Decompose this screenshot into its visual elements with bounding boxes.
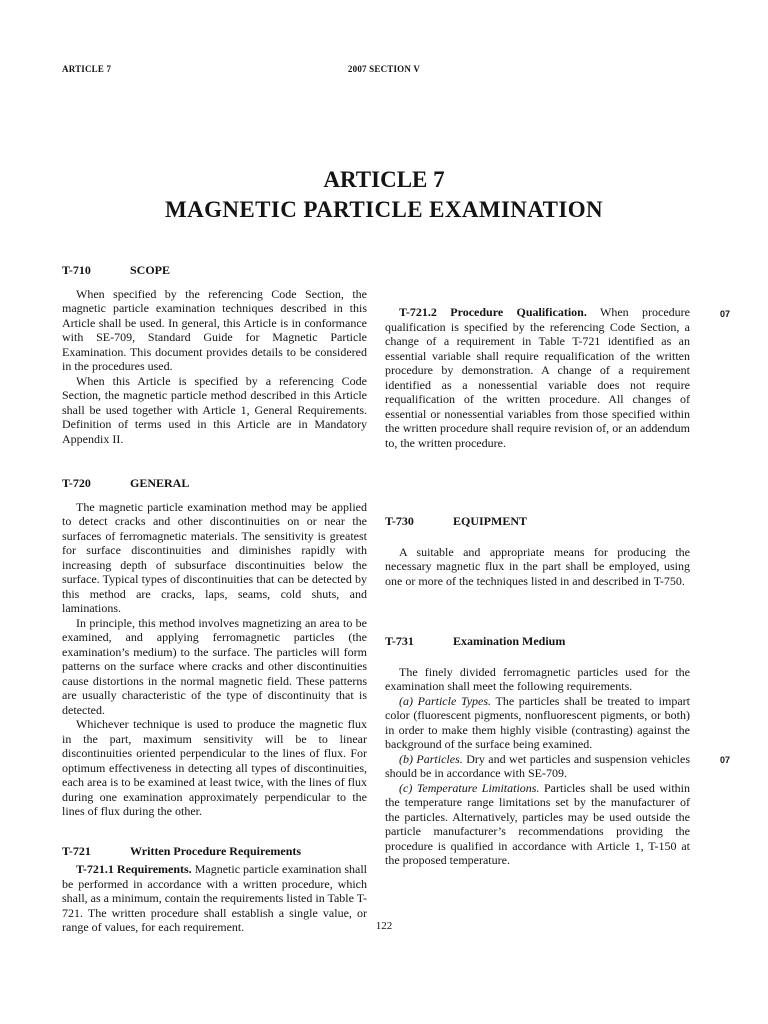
item-text: Particles shall be used within the temperature range limitations set by the manufacturer of the particles. Alternatively, particles may be used outside the particle manufacturer’s recommendations providing the procedure is qualified in accordance with Article 1, T-150 at the proposed temperature. xyxy=(385,780,690,867)
subsection-t721-2 xyxy=(385,305,730,450)
revision-marker: 07 xyxy=(719,309,730,319)
paragraph: When this Article is specified by a referencing Code Section, the magnetic particle method described in this Article shall be used together with Article 1, General Requirements. Definition of terms used in this Article are in Mandatory Appendix II. xyxy=(62,373,367,446)
section-number: T-720 xyxy=(62,476,91,490)
right-column-body xyxy=(385,305,730,868)
item-text: The particles shall be treated to impart color (fluorescent pigments, nonfluorescent pigments, or both) in order to make them highly visible (contrasting) against the background of the surface being examined. xyxy=(385,693,690,751)
section-number: T-710 xyxy=(62,263,91,277)
section-title: GENERAL xyxy=(130,476,190,490)
section-number: T-721 xyxy=(62,843,91,858)
paragraph: In principle, this method involves magnetizing an area to be examined, and applying ferromagnetic particles (the examination’s medium) to the surface. The particles will form patterns on the surface where cracks and other discontinuities cause distortions in the normal magnetic field. These patterns are usually characteristic of the type of discontinuity that is detected. xyxy=(62,615,367,717)
item-a xyxy=(385,694,690,752)
section-heading-t720 xyxy=(62,476,367,491)
revision-marker: 07 xyxy=(719,754,730,765)
section-title: SCOPE xyxy=(130,263,171,277)
section-title: EQUIPMENT xyxy=(453,514,528,528)
left-column xyxy=(62,260,367,935)
paragraph: Whichever technique is used to produce the magnetic flux in the part, maximum sensitivity will be to linear discontinuities oriented perpendicular to the lines of flux. For optimum effectiveness in detecting all types of discontinuities, each area is to be examined at least twice, with the lines of flux during one examination approximately perpendicular to the lines of flux during the other. xyxy=(62,717,367,818)
item-b xyxy=(385,751,730,781)
running-head xyxy=(0,64,768,78)
section-title: Written Procedure Requirements xyxy=(130,843,302,858)
section-heading-t710 xyxy=(62,263,367,278)
subsection-text: Magnetic particle examination shall be performed in accordance with a written procedure, which shall, as a minimum, contain the requirements listed in Table T-721. The written procedure shall establish a single value, or range of values, for each requirement. xyxy=(62,862,368,934)
item-label: (b) Particles. xyxy=(399,751,463,766)
running-head-article: ARTICLE 7 xyxy=(62,64,112,74)
article-number: ARTICLE 7 xyxy=(323,167,445,192)
section-heading-t730 xyxy=(385,514,690,529)
subsection-label: T-721.1 Requirements. xyxy=(76,862,192,876)
paragraph: The finely divided ferromagnetic particles used for the examination shall meet the following requirements. xyxy=(385,664,690,693)
item-c xyxy=(385,781,690,868)
subsection-text: When procedure qualification is specified by the referencing Code Section, a change of a requirement in Table T-721 identified as an essential variable shall require requalification of the written procedure by demonstration. A change of a requirement identified as a nonessential variable does not require requalification of the written procedure. All changes of essential or nonessential variables from those specified within the written procedure shall require revision of, or an addendum to, the written procedure. xyxy=(385,305,690,450)
article-title xyxy=(0,166,768,226)
section-heading-t731 xyxy=(385,634,690,649)
subsection-label: T-721.2 Procedure Qualification. xyxy=(399,305,587,319)
section-title: Examination Medium xyxy=(453,634,566,648)
article-name: MAGNETIC PARTICLE EXAMINATION xyxy=(164,197,604,222)
item-label: (c) Temperature Limitations. xyxy=(399,780,540,795)
item-label: (a) Particle Types. xyxy=(399,693,492,708)
section-heading-t721 xyxy=(62,844,367,859)
section-number: T-731 xyxy=(385,634,414,648)
item-text: Dry and wet particles and suspension vehicles should be in accordance with SE-709. xyxy=(385,751,691,780)
paragraph: When specified by the referencing Code Section, the magnetic particle examination techniques described in this Article shall be used. In general, this Article is in conformance with SE-709, Standard Guide for Magnetic Particle Examination. This document provides details to be considered in the procedures used. xyxy=(62,286,367,373)
paragraph: The magnetic particle examination method may be applied to detect cracks and other discontinuities on or near the surfaces of ferromagnetic materials. The sensitivity is greatest for surface discontinuities and diminishes rapidly with increasing depth of subsurface discontinuities below the surface. Typical types of discontinuities that can be detected by this method are cracks, laps, seams, cold shuts, and laminations. xyxy=(62,499,367,615)
section-number: T-730 xyxy=(385,514,414,528)
paragraph: A suitable and appropriate means for producing the necessary magnetic flux in the part shall be employed, using one or more of the techniques listed in and described in T-750. xyxy=(385,544,690,588)
running-head-section: 2007 SECTION V xyxy=(347,64,421,74)
page-number: 122 xyxy=(375,920,393,932)
